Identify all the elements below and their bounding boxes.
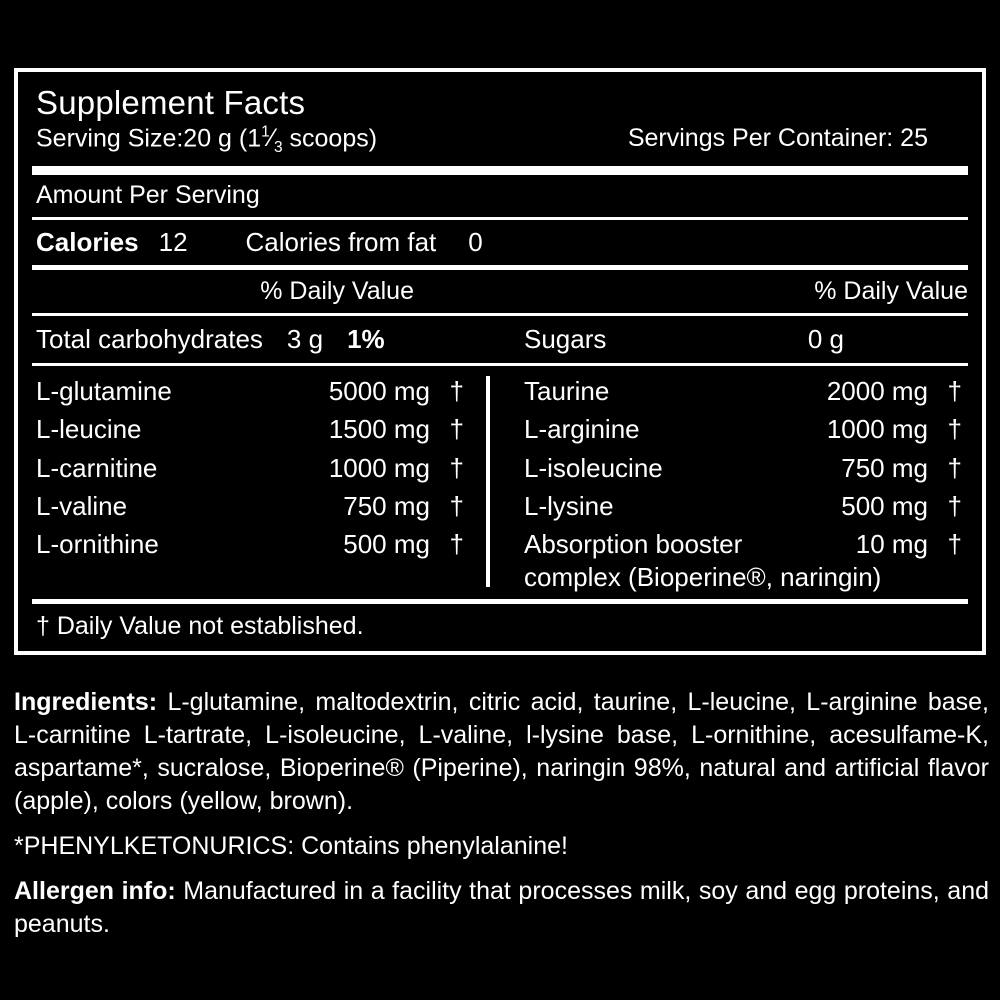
ingredient-name: Taurine: [524, 376, 610, 407]
carb-amount: 3 g: [286, 324, 324, 355]
ingredient-amount: 1000 mg: [328, 452, 430, 483]
table-row: [36, 410, 464, 448]
ingredient-name: L-carnitine: [36, 452, 158, 483]
carb-percent: 1%: [347, 324, 385, 355]
ingredient-amount: 500 mg: [343, 529, 430, 560]
divider-med-1: [32, 265, 968, 270]
serving-size-fraction: $^1⁄_3$: [261, 123, 283, 157]
calories-row: [36, 227, 968, 258]
ingredient-name: L-valine: [36, 490, 128, 521]
ingredient-name: L-lysine: [524, 490, 614, 521]
table-row: [524, 410, 962, 448]
allergen-text: Manufactured in a facility that processes milk, soy and egg proteins, and peanuts.: [14, 877, 989, 938]
sugars-amount: 0 g: [807, 324, 844, 355]
serving-size-value: 20 g (1: [183, 124, 262, 153]
amount-per-serving: Amount Per Serving: [36, 181, 260, 210]
ingredient-dv: †: [947, 376, 962, 407]
ingredient-amounts-table: [32, 372, 968, 595]
ingredient-name: L-isoleucine: [524, 452, 663, 483]
ingredient-amount: 750 mg: [343, 490, 430, 521]
ingredient-amount: 10 mg: [855, 529, 928, 560]
total-carbohydrates: [32, 324, 500, 355]
ingredient-dv: †: [947, 414, 962, 445]
calories-from-fat-value: 0: [468, 227, 483, 258]
sugars-name: Sugars: [524, 324, 607, 355]
divider-thin-2: [32, 313, 968, 316]
ingredient-amount: 750 mg: [841, 452, 928, 483]
ingredient-amount: 2000 mg: [826, 376, 928, 407]
ingredient-dv: †: [947, 452, 962, 483]
ingredients-section: [14, 686, 989, 953]
carbohydrates-row: [32, 324, 968, 355]
pku-warning: *PHENYLKETONURICS: Contains phenylalanine!: [14, 832, 568, 860]
daily-value-header-right: % Daily Value: [814, 277, 968, 306]
absorption-booster-subline: complex (Bioperine®, naringin): [524, 562, 882, 593]
supplement-facts-panel: [14, 68, 986, 655]
allergen-label: Allergen info:: [14, 877, 176, 905]
ingredients-label: Ingredients:: [14, 688, 158, 716]
ingredients-text: L-glutamine, maltodextrin, citric acid, taurine, L-leucine, L-arginine base, L-carnitine L-tartrate, L-isoleucine, L-valine, l-lysine base, L-ornithine, acesulfame-K, aspartame*, sucralose, Bioperine® (Piperine), naringin 98%, natural and artificial flavor (apple), colors (yellow, brown).: [14, 688, 989, 815]
ingredient-name: Absorption booster: [524, 529, 743, 560]
fraction-denominator: 3: [273, 139, 283, 157]
serving-size: [36, 124, 377, 157]
table-row: [524, 372, 962, 410]
daily-value-footnote: † Daily Value not established.: [36, 612, 364, 641]
daily-value-header-left: % Daily Value: [260, 277, 414, 306]
ingredient-name: L-arginine: [524, 414, 640, 445]
ingredient-amount: 1000 mg: [826, 414, 928, 445]
ingredient-column-left: [32, 372, 500, 595]
table-row: [36, 487, 464, 525]
calories-from-fat-label: Calories from fat: [245, 227, 437, 258]
table-row: [36, 449, 464, 487]
serving-size-label: Serving Size:: [36, 124, 184, 153]
ingredient-dv: †: [449, 414, 464, 445]
divider-thin-1: [32, 217, 968, 220]
column-divider: [486, 376, 490, 587]
ingredient-name: L-glutamine: [36, 376, 172, 407]
ingredient-dv: †: [449, 376, 464, 407]
ingredient-dv: †: [947, 529, 962, 560]
divider-med-2: [32, 599, 968, 604]
sugars: [500, 324, 968, 355]
ingredient-dv: †: [947, 490, 962, 521]
ingredients-paragraph: [14, 686, 989, 818]
ingredient-amount: 500 mg: [841, 490, 928, 521]
divider-thin-3: [32, 363, 968, 366]
ingredient-name: L-ornithine: [36, 529, 159, 560]
serving-row: [36, 124, 968, 157]
ingredient-amount: 1500 mg: [328, 414, 430, 445]
daily-value-header-row: [32, 277, 968, 306]
table-row: [524, 487, 962, 525]
page-title: Supplement Facts: [36, 84, 306, 121]
allergen-paragraph: [14, 875, 989, 941]
table-row: [524, 449, 962, 487]
servings-per-container: Servings Per Container: 25: [627, 124, 928, 153]
calories-value: 12: [158, 227, 188, 258]
ingredient-amount: 5000 mg: [328, 376, 430, 407]
ingredient-dv: †: [449, 529, 464, 560]
calories-label: Calories: [36, 227, 139, 258]
fraction-numerator: 1: [261, 123, 270, 141]
divider-thick-1: [32, 166, 968, 175]
ingredient-dv: †: [449, 490, 464, 521]
table-row: [524, 525, 962, 563]
carb-name: Total carbohydrates: [36, 324, 263, 355]
ingredient-column-right: [500, 372, 968, 595]
serving-size-tail: scoops): [282, 124, 378, 153]
ingredient-name: L-leucine: [36, 414, 142, 445]
ingredient-dv: †: [449, 452, 464, 483]
table-row: [36, 525, 464, 563]
table-row: [36, 372, 464, 410]
